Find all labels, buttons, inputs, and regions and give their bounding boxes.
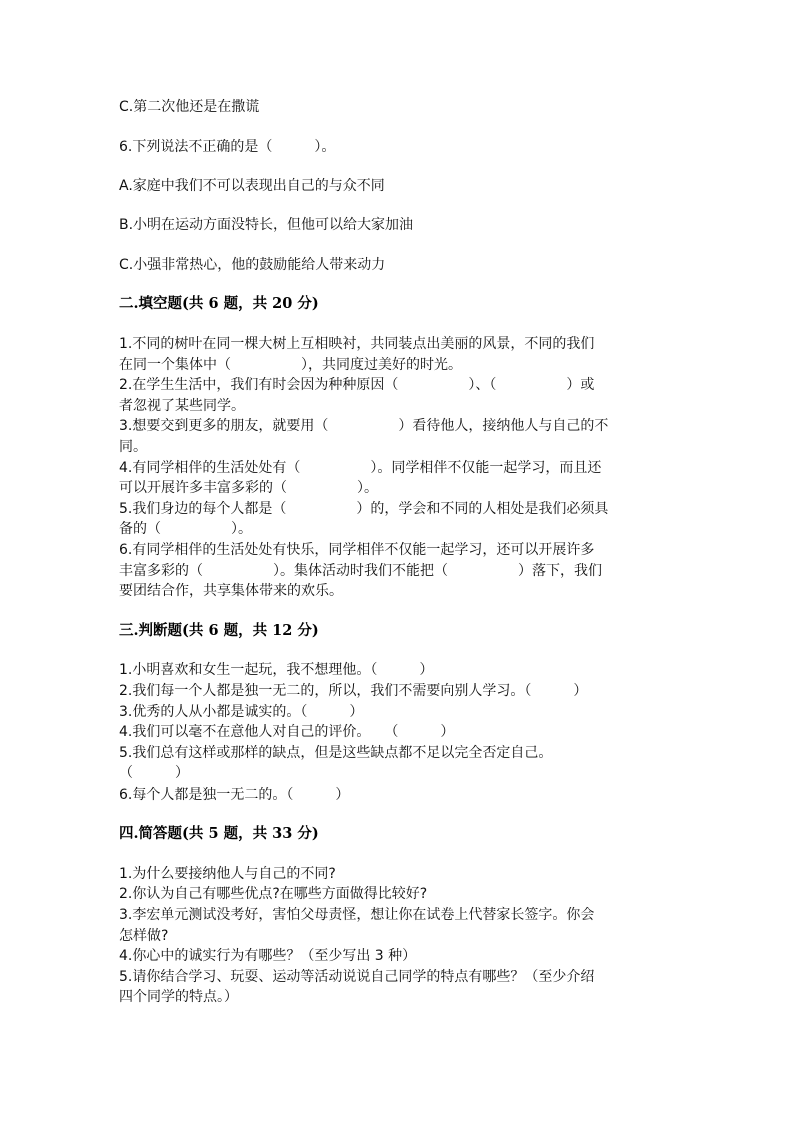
section-heading-short-answer: 四.简答题(共 5 题，共 33 分) [119, 825, 319, 842]
fill-blank-line: 可以开展许多丰富多彩的（ ）。 [119, 480, 378, 496]
fill-blank-line: 备的（ ）。 [119, 521, 252, 537]
short-answer-line: 1.为什么要接纳他人与自己的不同? [119, 866, 336, 882]
judgement-line: （ ） [119, 765, 189, 781]
fill-blank-line: 4.有同学相伴的生活处处有（ ）。同学相伴不仅能一起学习，而且还 [119, 460, 602, 476]
fill-blank-line: 5.我们身边的每个人都是（ ）的，学会和不同的人相处是我们必须具 [119, 501, 609, 517]
fill-blank-line: 在同一个集体中（ ），共同度过美好的时光。 [119, 357, 462, 373]
judgement-line: 6.每个人都是独一无二的。（ ） [119, 787, 350, 803]
fill-blank-line: 丰富多彩的（ ）。集体活动时我们不能把（ ）落下，我们 [119, 563, 602, 579]
fill-blank-line: 6.有同学相伴的生活处处有快乐，同学相伴不仅能一起学习，还可以开展许多 [119, 542, 595, 558]
section-heading-judgement: 三.判断题(共 6 题，共 12 分) [119, 622, 319, 639]
short-answer-line: 四个同学的特点。） [119, 989, 238, 1005]
q6-option-c: C.小强非常热心，他的鼓励能给人带来动力 [119, 257, 386, 273]
q5-option-c: C.第二次他还是在撒谎 [119, 99, 260, 115]
fill-blank-line: 者忽视了某些同学。 [119, 398, 245, 414]
short-answer-line: 4.你心中的诚实行为有哪些？（至少写出 3 种） [119, 948, 417, 964]
short-answer-line: 怎样做? [119, 928, 169, 944]
section-heading-fill-blank: 二.填空题(共 6 题，共 20 分) [119, 295, 319, 312]
short-answer-line: 3.李宏单元测试没考好，害怕父母责怪，想让你在试卷上代替家长签字。你会 [119, 907, 595, 923]
judgement-line: 4.我们可以毫不在意他人对自己的评价。 （ ） [119, 724, 455, 740]
q6-option-a: A.家庭中我们不可以表现出自己的与众不同 [119, 178, 385, 194]
judgement-line: 2.我们每一个人都是独一无二的，所以，我们不需要向别人学习。（ ） [119, 683, 588, 699]
short-answer-line: 5.请你结合学习、玩耍、运动等活动说说自己同学的特点有哪些？（至少介绍 [119, 969, 595, 985]
judgement-line: 1.小明喜欢和女生一起玩，我不想理他。（ ） [119, 662, 434, 678]
fill-blank-line: 要团结合作，共享集体带来的欢乐。 [119, 583, 343, 599]
fill-blank-line: 1.不同的树叶在同一棵大树上互相映衬，共同装点出美丽的风景，不同的我们 [119, 336, 595, 352]
q6-stem: 6.下列说法不正确的是（ ）。 [119, 139, 336, 155]
judgement-line: 3.优秀的人从小都是诚实的。（ ） [119, 704, 364, 720]
fill-blank-line: 3.想要交到更多的朋友，就要用（ ）看待他人，接纳他人与自己的不 [119, 418, 609, 434]
fill-blank-line: 2.在学生生活中，我们有时会因为种种原因（ ）、（ ）或 [119, 377, 595, 393]
fill-blank-line: 同。 [119, 439, 147, 455]
judgement-line: 5.我们总有这样或那样的缺点，但是这些缺点都不足以完全否定自己。 [119, 745, 553, 761]
short-answer-line: 2.你认为自己有哪些优点?在哪些方面做得比较好? [119, 886, 428, 902]
q6-option-b: B.小明在运动方面没特长，但他可以给大家加油 [119, 217, 414, 233]
